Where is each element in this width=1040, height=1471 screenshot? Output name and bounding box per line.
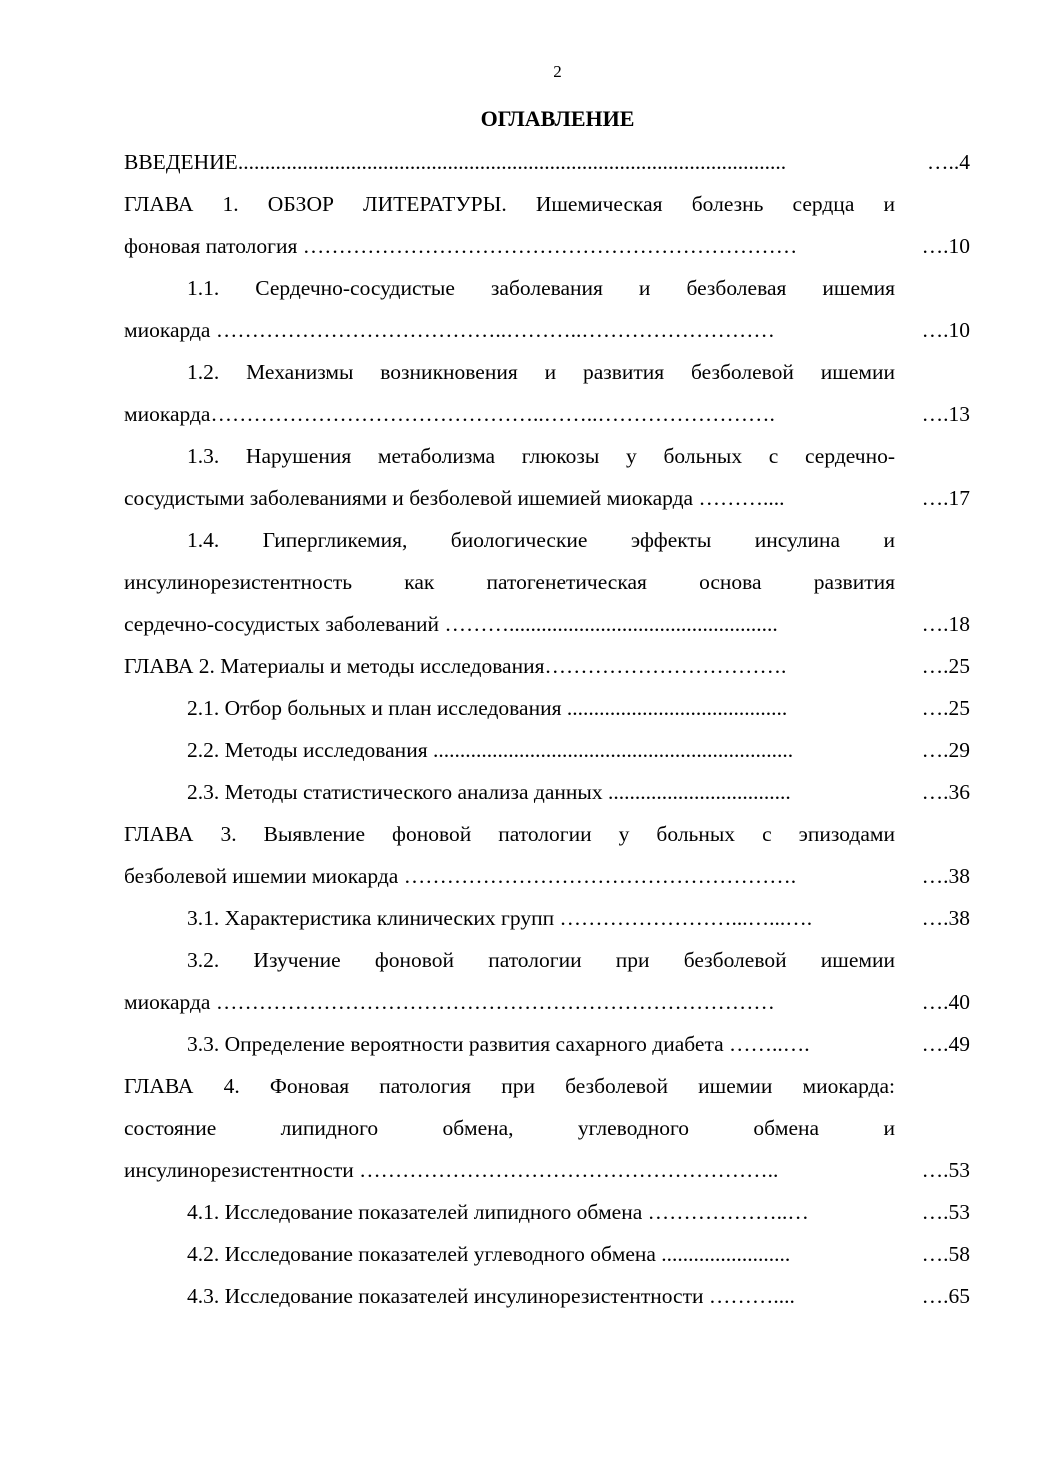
toc-entry-title: фоновая патология (124, 234, 298, 258)
toc-entry-chapter-4[interactable] (124, 1065, 970, 1191)
toc-dot-leader: ………………………………………………. (398, 864, 797, 888)
toc-page-number: ….10 (921, 234, 970, 258)
toc-entry-title: сосудистыми заболеваниями и безболевой ишемией миокарда (124, 486, 694, 510)
toc-entry-4-3[interactable] (124, 1275, 970, 1317)
toc-dot-leader: ......................................... (561, 696, 788, 720)
toc-entry-title: ГЛАВА 2. Материалы и методы исследования (124, 654, 545, 678)
toc-entry-line: 1.3. Нарушения метаболизма глюкозы у больных с сердечно- (187, 444, 895, 468)
toc-entry-last-line (124, 1233, 895, 1275)
toc-page-number: ….10 (921, 318, 970, 342)
toc-entry-last-line (124, 1149, 895, 1191)
toc-dot-leader: ........................ (655, 1242, 791, 1266)
toc-page-number: ….40 (921, 990, 970, 1014)
toc-entry-last-line (124, 477, 895, 519)
toc-entry-3-2[interactable] (124, 939, 970, 1023)
toc-dot-leader: ………………..… (642, 1200, 809, 1224)
toc-entry-title: ВВЕДЕНИЕ (124, 150, 238, 174)
toc-entry-last-line (124, 141, 895, 183)
toc-entry-title: инсулинорезистентности (124, 1158, 354, 1182)
toc-page-number: ….13 (921, 402, 970, 426)
toc-page-number: ….53 (921, 1200, 970, 1224)
toc-dot-leader: …………………………………………………………………… (210, 990, 775, 1014)
toc-entry-introduction[interactable] (124, 141, 970, 183)
toc-entry-last-line (124, 729, 895, 771)
toc-entry-title: 4.2. Исследование показателей углеводного обмена (187, 1242, 656, 1266)
toc-dot-leader: ……………………...…...…. (554, 906, 813, 930)
toc-dot-leader: ……….... (693, 486, 785, 510)
page-number: 2 (553, 62, 562, 81)
toc-dot-leader: ……….... (703, 1284, 795, 1308)
toc-entry-line: 1.4. Гипергликемия, биологические эффекты инсулина и (187, 528, 895, 552)
toc-entry-title: 2.2. Методы исследования (187, 738, 428, 762)
toc-entry-2-2[interactable] (124, 729, 970, 771)
toc-entry-1-2[interactable] (124, 351, 970, 435)
toc-entry-title: миокарда (124, 402, 211, 426)
toc-entry-title: безболевой ишемии миокарда (124, 864, 399, 888)
toc-entry-title: 3.3. Определение вероятности развития сахарного диабета (187, 1032, 724, 1056)
toc-entry-line: 1.1. Сердечно-сосудистые заболевания и безболевая ишемия (187, 276, 895, 300)
toc-dot-leader: ...................................................................................................... (237, 150, 787, 174)
toc-page-number: ….17 (921, 486, 970, 510)
toc-entry-1-1[interactable] (124, 267, 970, 351)
toc-entry-chapter-1[interactable] (124, 183, 970, 267)
toc-entry-title: 3.1. Характеристика клинических групп (187, 906, 555, 930)
toc-entry-title: сердечно-сосудистых заболеваний (124, 612, 440, 636)
toc-dot-leader: …………………………………..………..……………………… (210, 318, 775, 342)
toc-title: ОГЛАВЛЕНИЕ (480, 106, 635, 131)
toc-entry-line: 1.2. Механизмы возникновения и развития безболевой ишемии (187, 360, 895, 384)
toc-entry-last-line (124, 687, 895, 729)
toc-page-number: ….36 (921, 780, 970, 804)
toc-dot-leader: ……..…. (723, 1032, 810, 1056)
toc-entry-line: ГЛАВА 3. Выявление фоновой патологии у больных с эпизодами (124, 822, 895, 846)
toc-entry-title: миокарда (124, 318, 211, 342)
toc-entry-last-line (124, 981, 895, 1023)
toc-entry-last-line (124, 897, 895, 939)
toc-page-number: ….18 (921, 612, 970, 636)
toc-page-number: ….38 (921, 864, 970, 888)
toc-entry-4-1[interactable] (124, 1191, 970, 1233)
toc-page-number: ….29 (921, 738, 970, 762)
toc-entry-chapter-2[interactable] (124, 645, 970, 687)
toc-entry-line: ГЛАВА 4. Фоновая патология при безболевой ишемии миокарда: (124, 1074, 895, 1098)
toc-entry-line: ГЛАВА 1. ОБЗОР ЛИТЕРАТУРЫ. Ишемическая болезнь сердца и (124, 192, 895, 216)
toc-entry-last-line (124, 1275, 895, 1317)
toc-entry-chapter-3[interactable] (124, 813, 970, 897)
toc-entry-line: инсулинорезистентность как патогенетическая основа развития (124, 570, 895, 594)
toc-entry-last-line (124, 855, 895, 897)
toc-dot-leader: ………………………………………………….. (353, 1158, 779, 1182)
toc-entry-last-line (124, 393, 895, 435)
toc-page-number: ….38 (921, 906, 970, 930)
table-of-contents (124, 141, 970, 1317)
toc-entry-last-line (124, 603, 895, 645)
toc-dot-leader: ................................................................... (427, 738, 794, 762)
toc-entry-title: 4.3. Исследование показателей инсулинорезистентности (187, 1284, 704, 1308)
toc-dot-leader: …………………………………………………………… (297, 234, 798, 258)
toc-entry-2-3[interactable] (124, 771, 970, 813)
toc-page-number: ….49 (921, 1032, 970, 1056)
toc-dot-leader: ……….................................................. (439, 612, 778, 636)
toc-entry-last-line (124, 225, 895, 267)
toc-entry-title: миокарда (124, 990, 211, 1014)
toc-entry-last-line (124, 645, 895, 687)
toc-page-number: ….25 (921, 696, 970, 720)
toc-entry-last-line (124, 771, 895, 813)
toc-entry-1-3[interactable] (124, 435, 970, 519)
toc-entry-last-line (124, 309, 895, 351)
toc-page-number: ….53 (921, 1158, 970, 1182)
toc-dot-leader: ………………………………………..……..……………………. (210, 402, 775, 426)
toc-page-number: ….58 (921, 1242, 970, 1266)
toc-entry-last-line (124, 1191, 895, 1233)
toc-entry-3-3[interactable] (124, 1023, 970, 1065)
toc-entry-title: 2.3. Методы статистического анализа данных (187, 780, 603, 804)
toc-entry-line: 3.2. Изучение фоновой патологии при безболевой ишемии (187, 948, 895, 972)
toc-entry-title: 4.1. Исследование показателей липидного обмена (187, 1200, 643, 1224)
toc-entry-last-line (124, 1023, 895, 1065)
toc-page-number: ….65 (921, 1284, 970, 1308)
toc-entry-1-4[interactable] (124, 519, 970, 645)
toc-entry-line: состояние липидного обмена, углеводного обмена и (124, 1116, 895, 1140)
toc-entry-title: 2.1. Отбор больных и план исследования (187, 696, 562, 720)
toc-dot-leader: .................................. (602, 780, 791, 804)
toc-dot-leader: ……………………………. (544, 654, 787, 678)
toc-page-number: ….25 (921, 654, 970, 678)
toc-entry-4-2[interactable] (124, 1233, 970, 1275)
toc-page-number: …..4 (927, 150, 970, 174)
toc-entry-2-1[interactable] (124, 687, 970, 729)
toc-entry-3-1[interactable] (124, 897, 970, 939)
